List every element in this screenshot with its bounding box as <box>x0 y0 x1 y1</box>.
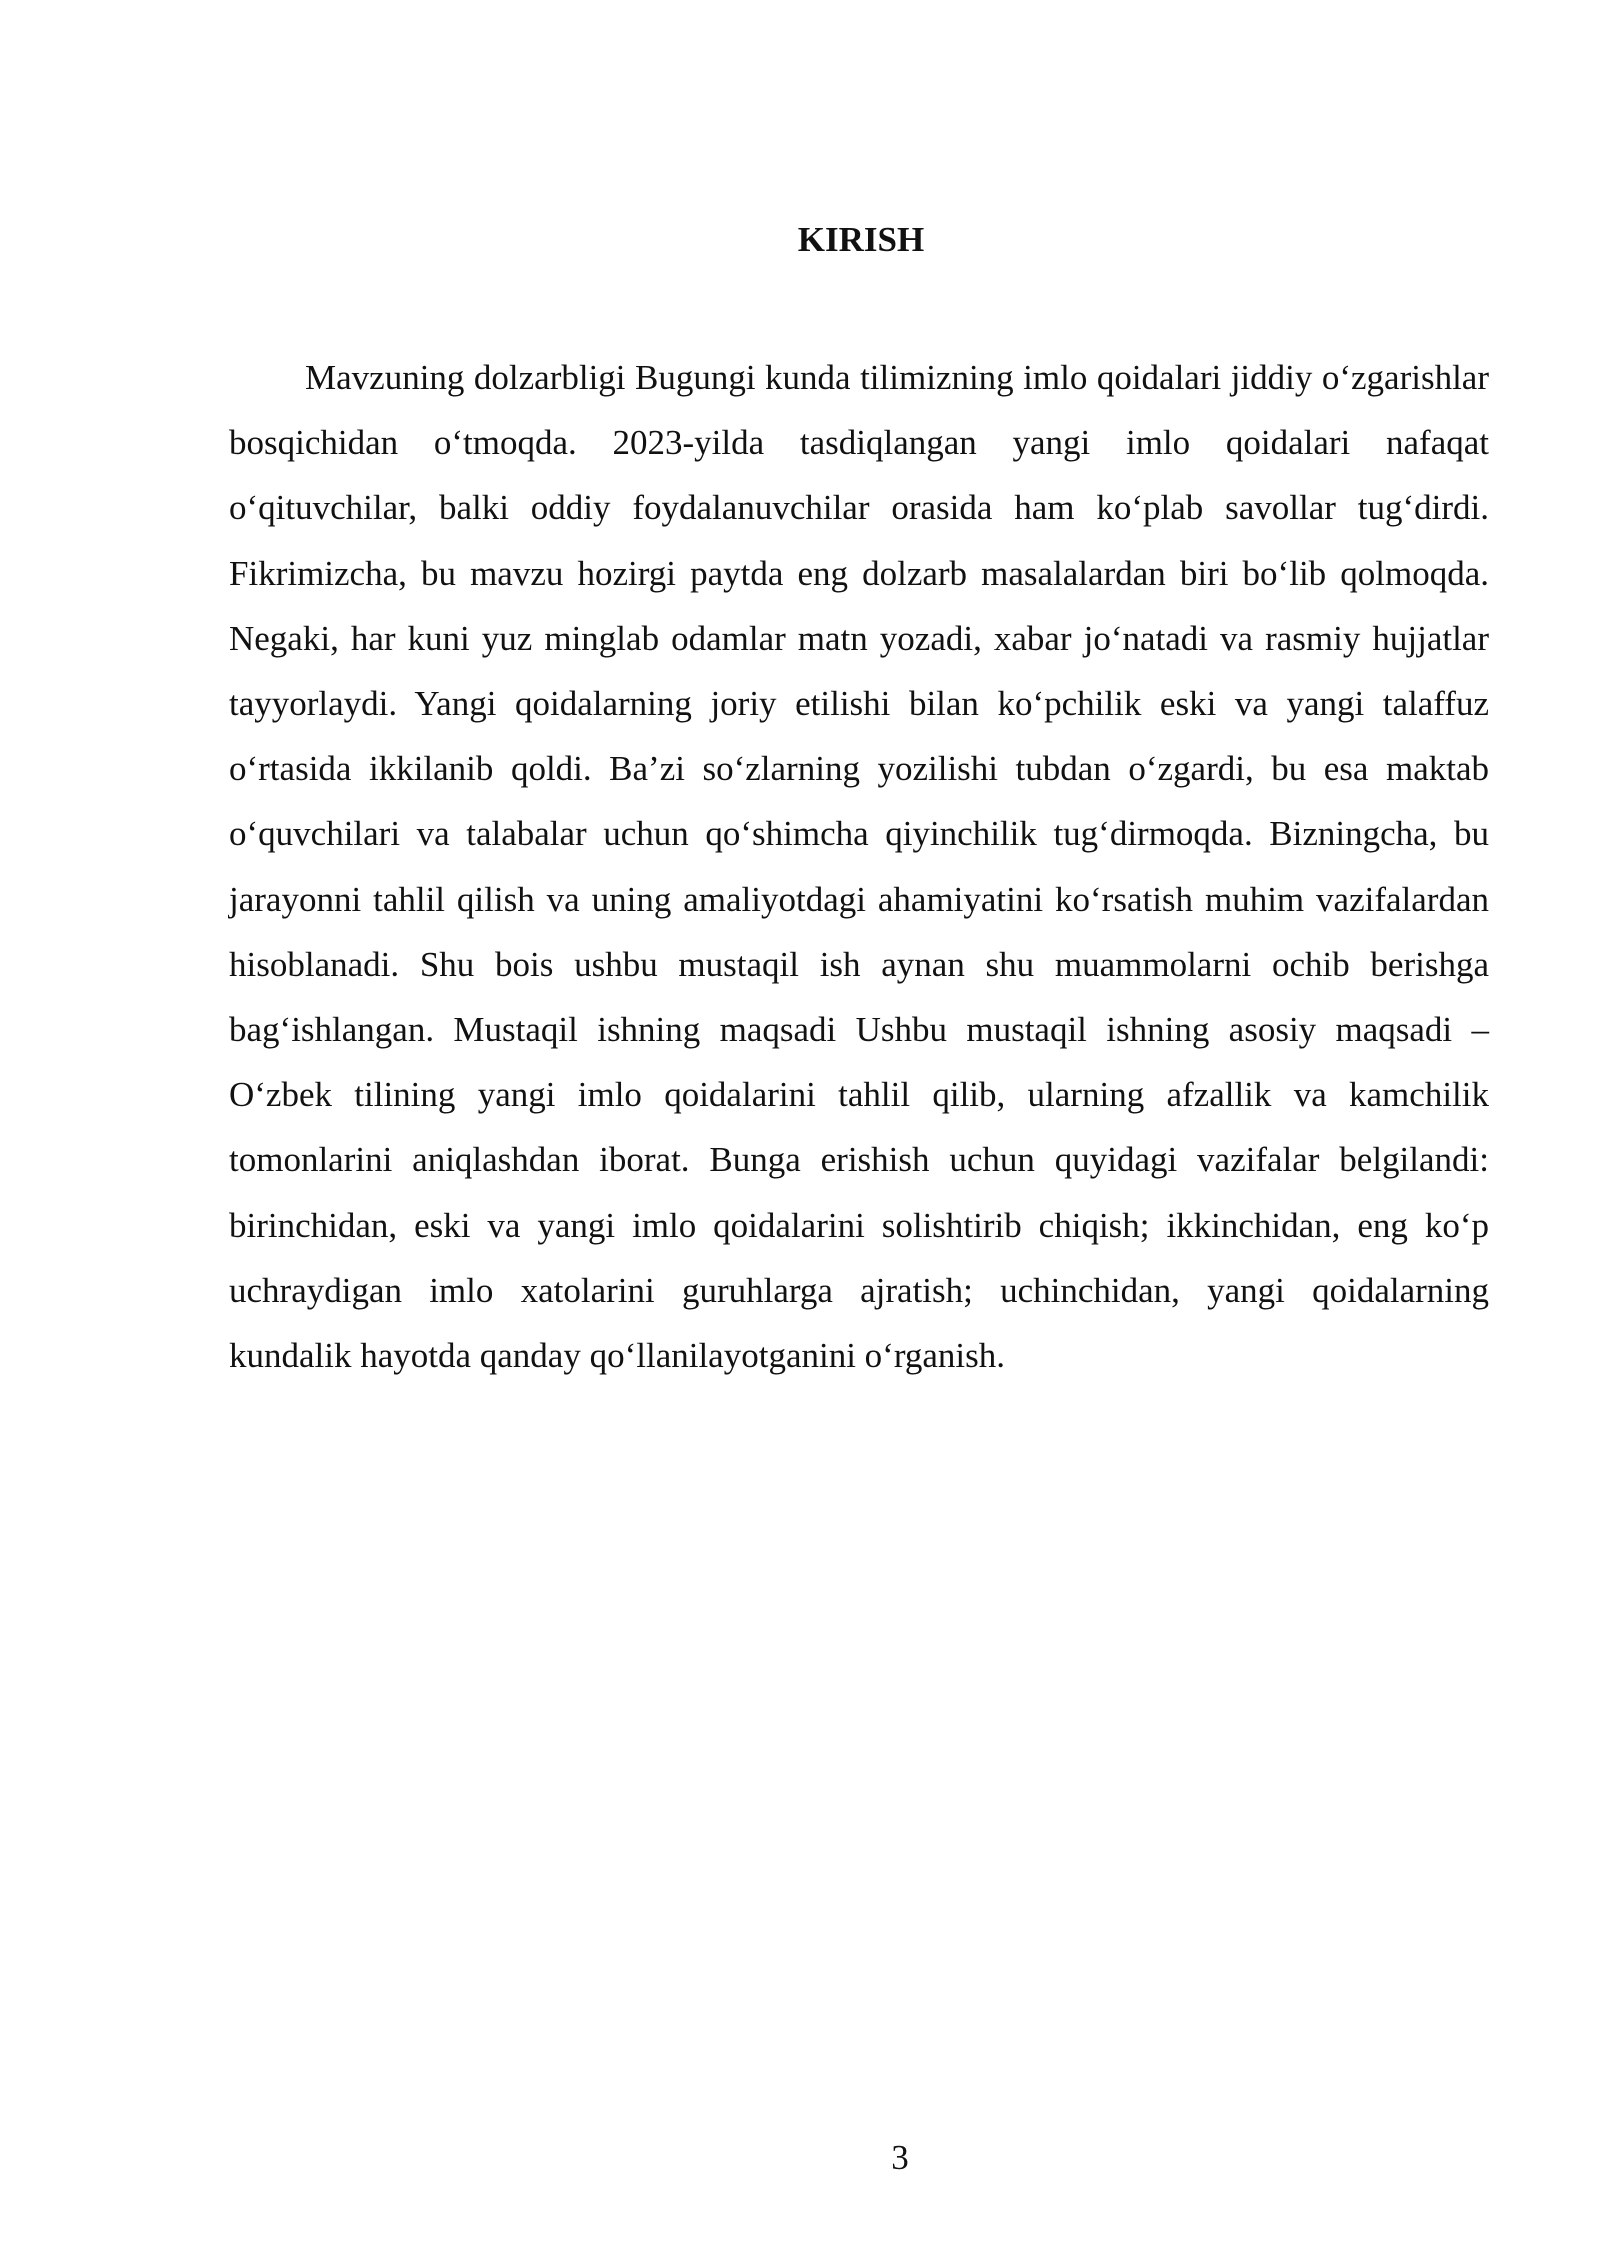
section-heading: KIRISH <box>797 220 925 259</box>
body-paragraph: Mavzuning dolzarbligi Bugungi kunda tilimizning imlo qoidalari jiddiy o‘zgarishlar bosqichidan o‘tmoqda. 2023-yilda tasdiqlangan yangi imlo qoidalari nafaqat o‘qituvchilar, balki oddiy foydalanuvchilar orasida ham ko‘plab savollar tug‘dirdi. Fikrimizcha, bu mavzu hozirgi paytda eng dolzarb masalalardan biri bo‘lib qolmoqda. Negaki, har kuni yuz minglab odamlar matn yozadi, xabar jo‘natadi va rasmiy hujjatlar tayyorlaydi. Yangi qoidalarning joriy etilishi bilan ko‘pchilik eski va yangi talaffuz o‘rtasida ikkilanib qoldi. Ba’zi so‘zlarning yozilishi tubdan o‘zgardi, bu esa maktab o‘quvchilari va talabalar uchun qo‘shimcha qiyinchilik tug‘dirmoqda. Bizningcha, bu jarayonni tahlil qilish va uning amaliyotdagi ahamiyatini ko‘rsatish muhim vazifalardan hisoblanadi. Shu bois ushbu mustaqil ish aynan shu muammolarni ochib berishga bag‘ishlangan. Mustaqil ishning maqsadi Ushbu mustaqil ishning asosiy maqsadi – O‘zbek tilining yangi imlo qoidalarini tahlil qilib, ularning afzallik va kamchilik tomonlarini aniqlashdan iborat. Bunga erishish uchun quyidagi vazifalar belgilandi: birinchidan, eski va yangi imlo qoidalarini solishtirib chiqish; ikkinchidan, eng ko‘p uchraydigan imlo xatolarini guruhlarga ajratish; uchinchidan, yangi qoidalarning kundalik hayotda qanday qo‘llanilayotganini o‘rganish. <box>229 358 1489 1376</box>
page-number: 3 <box>891 2138 909 2177</box>
